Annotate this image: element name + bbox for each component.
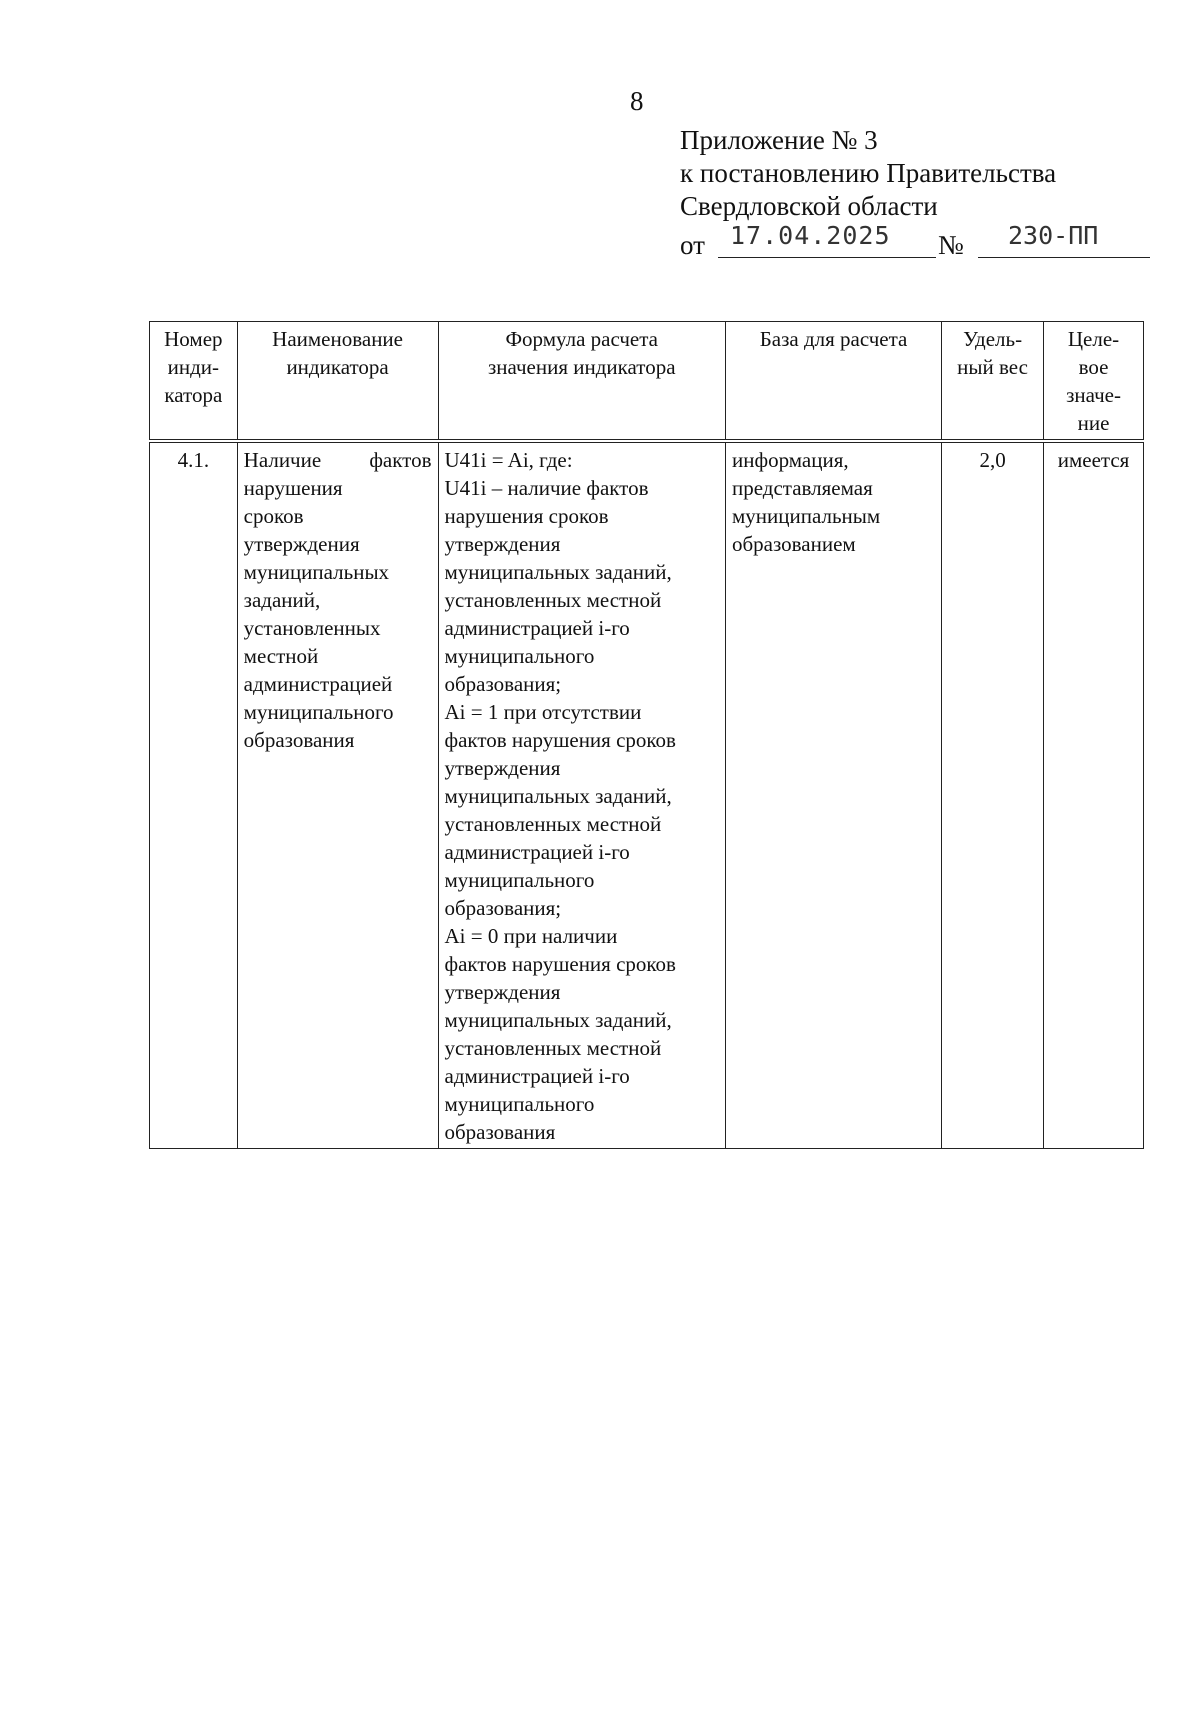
text-line: нарушения bbox=[243, 476, 343, 500]
resolution-number: 230-ПП bbox=[1008, 221, 1099, 250]
text-line: установленных местной bbox=[444, 588, 662, 612]
cell-name bbox=[237, 441, 438, 1149]
text-line: установленных bbox=[243, 616, 381, 640]
text-line: образования; bbox=[444, 896, 562, 920]
text-line: информация, bbox=[731, 448, 849, 472]
text-line: муниципального bbox=[444, 1092, 595, 1116]
cell-name-lines bbox=[244, 474, 432, 754]
cell-base bbox=[725, 441, 941, 1149]
text-line: значения индикатора bbox=[487, 355, 676, 379]
text-line: муниципальных заданий, bbox=[444, 784, 672, 808]
appendix-title: Приложение № 3 bbox=[680, 125, 878, 155]
resolution-date: 17.04.2025 bbox=[730, 221, 891, 250]
text-line: муниципальных заданий, bbox=[444, 560, 672, 584]
text-line: утверждения bbox=[444, 756, 561, 780]
text-line: U41i – наличие фактов bbox=[444, 476, 649, 500]
number-sign: № bbox=[938, 230, 964, 260]
text-line: утверждения bbox=[444, 532, 561, 556]
text-line: установленных местной bbox=[444, 1036, 662, 1060]
text-line: индикатора bbox=[286, 355, 389, 379]
cell-formula bbox=[438, 441, 725, 1149]
text-line: муниципального bbox=[243, 700, 394, 724]
text-line: администрацией i-го bbox=[444, 616, 630, 640]
header-name bbox=[237, 322, 438, 442]
text-line: Ai = 0 при наличии bbox=[444, 924, 618, 948]
cell-name-first-line bbox=[244, 446, 432, 474]
text-line: сроков bbox=[243, 504, 304, 528]
text-line: установленных местной bbox=[444, 812, 662, 836]
text-line: фактов нарушения сроков bbox=[444, 728, 676, 752]
cell-name-word-1: Наличие bbox=[243, 448, 322, 472]
text-line: администрацией bbox=[243, 672, 393, 696]
date-field bbox=[718, 223, 936, 258]
appendix-resolution-line: к постановлению Правительства bbox=[680, 158, 1057, 188]
page-number: 8 bbox=[630, 86, 644, 116]
appendix-date-line bbox=[680, 223, 1140, 263]
date-prefix: от bbox=[680, 230, 705, 260]
text-line: Ai = 1 при отсутствии bbox=[444, 700, 642, 724]
text-line: нарушения сроков bbox=[444, 504, 609, 528]
cell-num: 4.1. bbox=[150, 441, 238, 1149]
text-line: образования bbox=[444, 1120, 556, 1144]
text-line: представляемая bbox=[731, 476, 873, 500]
table-header-row bbox=[150, 322, 1144, 442]
text-line: Номер bbox=[164, 327, 223, 351]
appendix-region-line: Свердловской области bbox=[680, 191, 938, 221]
text-line: Формула расчета bbox=[505, 327, 659, 351]
text-line: ный вес bbox=[957, 355, 1028, 379]
appendix-header bbox=[680, 124, 1140, 263]
text-line: муниципальных bbox=[243, 560, 390, 584]
text-line: утверждения bbox=[444, 980, 561, 1004]
text-line: администрацией i-го bbox=[444, 1064, 630, 1088]
text-line: муниципальным bbox=[731, 504, 881, 528]
header-base bbox=[725, 322, 941, 442]
header-formula bbox=[438, 322, 725, 442]
text-line: U41i = Ai, где: bbox=[444, 448, 573, 472]
text-line: Удель- bbox=[963, 327, 1023, 351]
table-row bbox=[150, 441, 1144, 1149]
text-line: муниципального bbox=[444, 644, 595, 668]
text-line: утверждения bbox=[243, 532, 360, 556]
indicators-table bbox=[149, 321, 1144, 1149]
cell-target: имеется bbox=[1044, 441, 1144, 1149]
header-num bbox=[150, 322, 238, 442]
text-line: заданий, bbox=[243, 588, 321, 612]
text-line: муниципальных заданий, bbox=[444, 1008, 672, 1032]
text-line: Целе- bbox=[1067, 327, 1120, 351]
text-line: значе- bbox=[1066, 383, 1121, 407]
header-target bbox=[1044, 322, 1144, 442]
text-line: образования bbox=[243, 728, 355, 752]
text-line: катора bbox=[164, 383, 223, 407]
number-field bbox=[978, 223, 1150, 258]
text-line: вое bbox=[1078, 355, 1109, 379]
text-line: инди- bbox=[167, 355, 220, 379]
text-line: образования; bbox=[444, 672, 562, 696]
text-line: муниципального bbox=[444, 868, 595, 892]
cell-weight: 2,0 bbox=[942, 441, 1044, 1149]
text-line: администрацией i-го bbox=[444, 840, 630, 864]
text-line: фактов нарушения сроков bbox=[444, 952, 676, 976]
text-line: местной bbox=[243, 644, 319, 668]
text-line: образованием bbox=[731, 532, 856, 556]
header-weight bbox=[942, 322, 1044, 442]
text-line: База для расчета bbox=[759, 327, 908, 351]
text-line: Наименование bbox=[272, 327, 403, 351]
text-line: ние bbox=[1077, 411, 1110, 435]
cell-name-word-2: фактов bbox=[369, 448, 432, 472]
